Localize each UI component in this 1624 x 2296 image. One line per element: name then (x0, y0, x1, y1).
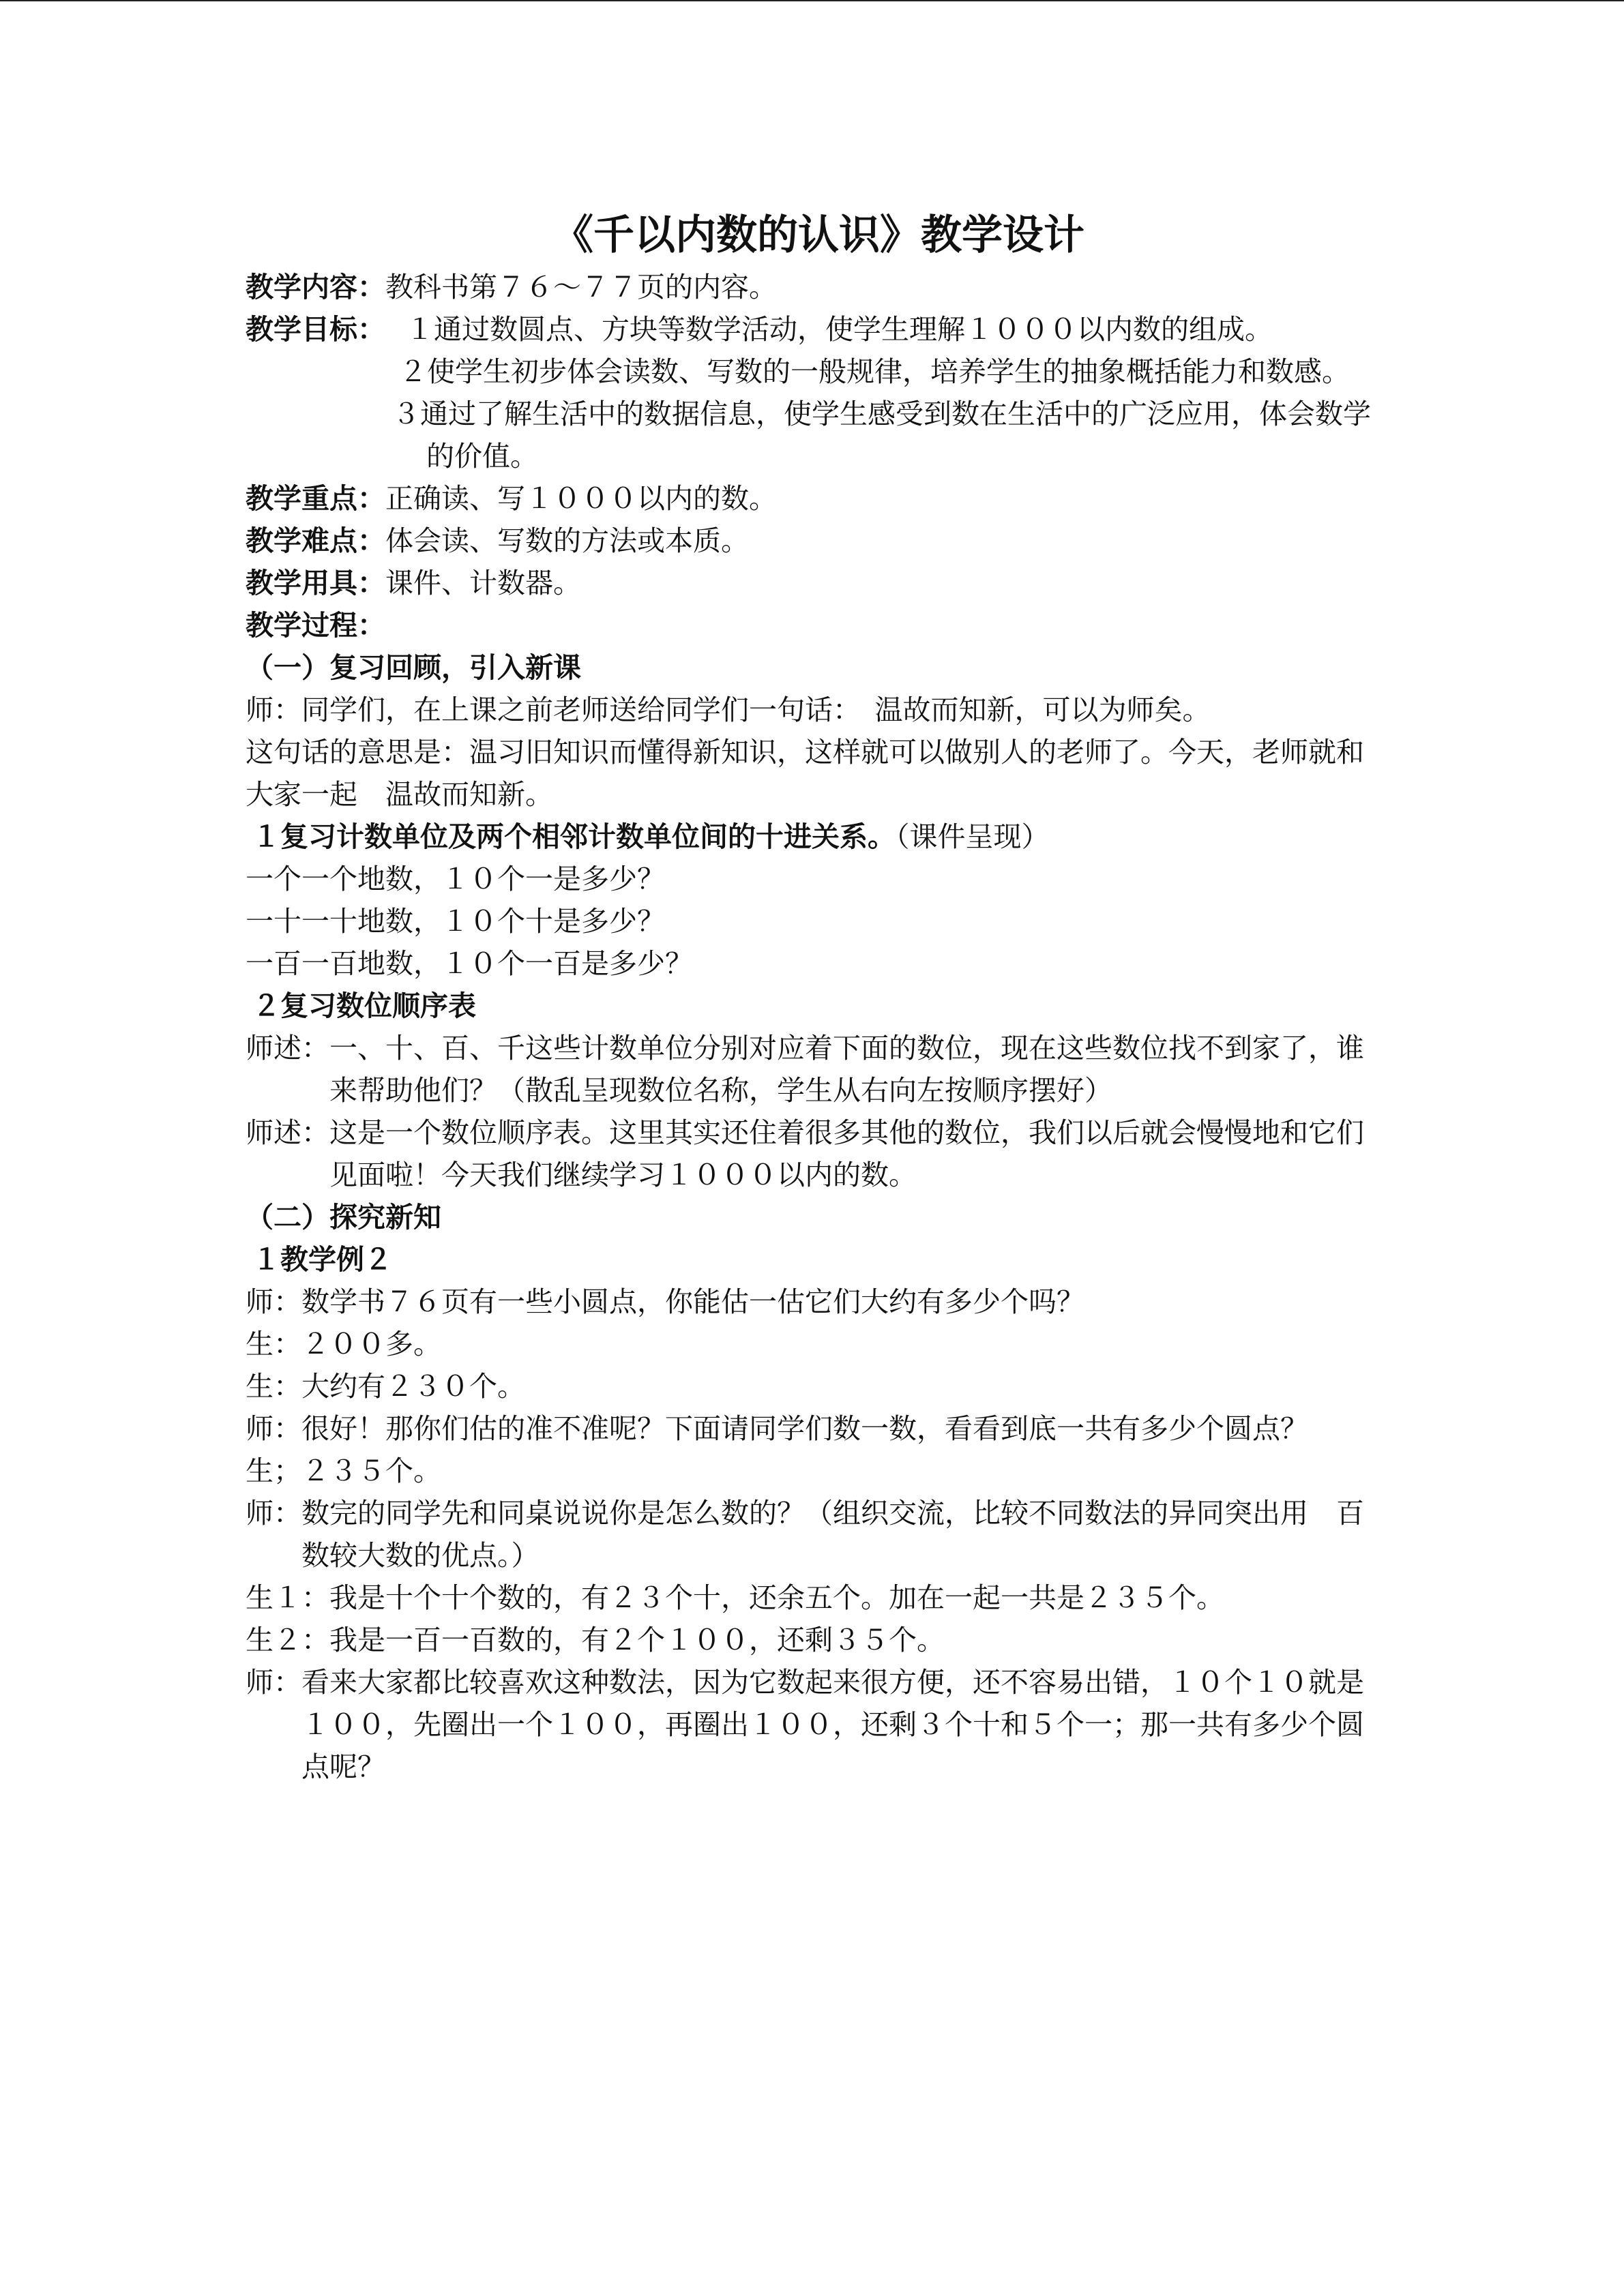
question-2: 一十一十地数，１０个十是多少？ (246, 905, 665, 938)
speaker: 生： (246, 1328, 301, 1360)
tools-label: 教学用具： (246, 567, 385, 599)
dialogue-text: ２００多。 (301, 1328, 441, 1360)
teaching-content (246, 266, 1371, 308)
section1-heading: （一）复习回顾，引入新课 (246, 651, 581, 684)
document-title: 《千以内数的认识》教学设计 (552, 211, 1084, 259)
dialogue-line (246, 1365, 1371, 1407)
top-border (0, 0, 1624, 1)
dialogue-line (246, 1450, 1371, 1492)
section1-paragraph-2: 这句话的意思是：温习旧知识而懂得新知识，这样就可以做别人的老师了。今天，老师就和大家一起 温故而知新。 (246, 736, 1364, 811)
speaker: 师： (246, 1666, 301, 1699)
review-units-heading (246, 816, 1371, 858)
speaker: 师： (246, 1285, 301, 1318)
speaker: 生： (246, 1370, 301, 1403)
teacher-statement-2 (246, 1112, 1371, 1196)
dialogue-line (246, 1281, 1371, 1323)
difficulty-label: 教学难点： (246, 524, 385, 557)
difficulty-text: 体会读、写数的方法或本质。 (385, 524, 749, 557)
teacher-statement-1 (246, 1027, 1371, 1112)
process-label: 教学过程： (246, 609, 385, 642)
dialogue-line (246, 1492, 1392, 1577)
tools-text: 课件、计数器。 (385, 567, 581, 599)
content-text: 教科书第７６～７７页的内容。 (385, 271, 777, 303)
question-1: 一个一个地数，１０个一是多少？ (246, 863, 665, 895)
speaker: 生； (246, 1455, 301, 1487)
speaker: 师： (246, 1412, 301, 1445)
key-point-label: 教学重点： (246, 482, 385, 515)
dialogue-line (246, 1323, 1371, 1365)
goal-item-2: ２使学生初步体会读数、写数的一般规律，培养学生的抽象概括能力和数感。 (399, 355, 1350, 388)
statement-text: 这是一个数位顺序表。这里其实还住着很多其他的数位，我们以后就会慢慢地和它们见面啦！今天我们继续学习１０００以内的数。 (329, 1116, 1364, 1191)
key-point-text: 正确读、写１０００以内的数。 (385, 482, 777, 515)
speaker: 师述： (246, 1032, 329, 1064)
dialogue-line (246, 1661, 1371, 1788)
speaker: 师述： (246, 1116, 329, 1149)
question-3: 一百一百地数，１０个一百是多少？ (246, 947, 693, 980)
dialogue-line (246, 1407, 1371, 1450)
dialogue-text: 数学书７６页有一些小圆点，你能估一估它们大约有多少个吗？ (301, 1285, 1084, 1318)
dialogue-text: ２３５个。 (301, 1455, 441, 1487)
difficulty (246, 520, 1371, 562)
student-1-answer: 生１：我是十个十个数的，有２３个十，还余五个。加在一起一共是２３５个。 (246, 1581, 1224, 1614)
speaker: 师： (246, 1497, 301, 1530)
teaching-goals (246, 308, 1371, 477)
statement-text: 一、十、百、千这些计数单位分别对应着下面的数位，现在这些数位找不到家了，谁来帮助他们？（散乱呈现数位名称，学生从右向左按顺序摆好） (329, 1032, 1364, 1107)
dialogue-text: 数完的同学先和同桌说说你是怎么数的？（组织交流，比较不同数法的异同突出用 百 数较大数的优点。） (301, 1497, 1392, 1572)
content-label: 教学内容： (246, 271, 385, 303)
document-page (246, 205, 1392, 1788)
goal-item-3: ３通过了解生活中的数据信息，使学生感受到数在生活中的广泛应用，体会数学的价值。 (392, 398, 1371, 473)
student-2-answer: 生２：我是一百一百数的，有２个１００，还剩３５个。 (246, 1624, 945, 1656)
goal-item-1: １通过数圆点、方块等数学活动，使学生理解１０００以内数的组成。 (406, 313, 1273, 346)
goals-label: 教学目标： (246, 313, 385, 346)
dialogue-text: 大约有２３０个。 (301, 1370, 525, 1403)
dialogue-text: 很好！那你们估的准不准呢？下面请同学们数一数，看看到底一共有多少个圆点？ (301, 1412, 1308, 1445)
section1-paragraph-1: 师：同学们，在上课之前老师送给同学们一句话： 温故而知新，可以为师矣。 (246, 694, 1211, 726)
teaching-tools (246, 562, 1371, 604)
section2-heading: （二）探究新知 (246, 1201, 441, 1234)
example-2-heading: １教学例２ (252, 1243, 392, 1276)
dialogue-text: 看来大家都比较喜欢这种数法，因为它数起来很方便，还不容易出错，１０个１０就是１００，先圈出一个１００，再圈出１００，还剩３个十和５个一；那一共有多少个圆点呢？ (301, 1666, 1364, 1783)
key-point (246, 477, 1371, 520)
review-units-title: １复习计数单位及两个相邻计数单位间的十进关系。 (252, 820, 896, 853)
review-units-note: （课件呈现） (896, 820, 1050, 853)
review-place-value-heading: ２复习数位顺序表 (252, 989, 476, 1022)
